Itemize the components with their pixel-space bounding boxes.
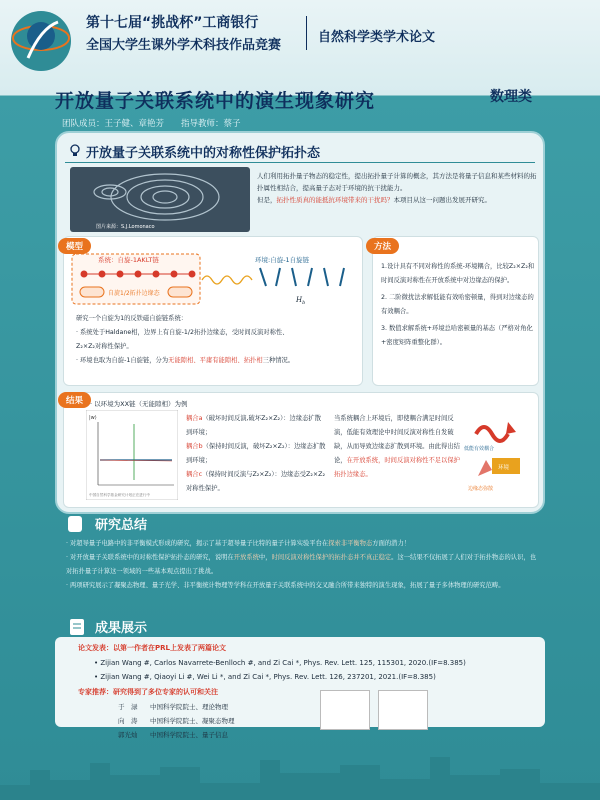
subject-label: 数理类 [490, 89, 532, 105]
intro-2a: 但是， [257, 196, 277, 204]
section1-title: 开放量子关联系统中的对称性保护拓扑态 [86, 146, 321, 161]
recommendation-letter-2 [378, 690, 428, 730]
expert-row-1: 于 渌 中国科学院院士、理论物理 [118, 703, 228, 711]
document-icon [68, 618, 86, 636]
model-diagram [70, 250, 360, 312]
experts-headline: 专家推荐：研究得到了多位专家的认可和关注 [78, 687, 218, 696]
results-tag: 结果 [58, 392, 91, 408]
method-item-1: 1.设计具有不同对称性的系统-环境耦合，比较Z₂×Z₂和时间反演对称性在开放系统中对边缘态的保护。 [381, 263, 535, 284]
papers-headline: 论文发表：以第一作者在PRL上发表了两篇论文 [78, 644, 226, 652]
results-conclusion: 当系统耦合上环境后，即使耦合满足时间反演，低能有效理论中时间反演对称性自发破缺，从而导致边缘态扩散到环境。由此得出结论，在开放系统，时间反演对称性不足以保护拓扑边缘态。 [334, 415, 460, 478]
skyline-decoration [0, 745, 600, 800]
fig-env: 环境 [498, 465, 510, 471]
hb-subscript: b [302, 300, 306, 306]
env-label: 环境:自旋-1自旋链 [255, 256, 310, 264]
lightbulb-icon [68, 143, 82, 157]
fig-edge-diffuse: 边缘态弥散 [468, 486, 494, 492]
paper-1: • Zijian Wang #, Carlos Navarrete-Benlloch #, and Zi Cai *, Phys. Rev. Lett. 125, 115301, 2020.(IF=8.385) [94, 658, 466, 667]
recommendation-letter-1 [320, 690, 370, 730]
intro-paragraph-1: 人们利用拓扑量子物态的稳定性，提出拓扑量子计算的概念，其方法是将量子信息和某些材料的拓扑属性相结合，提高量子态对于环境的抗干扰能力。 [257, 172, 537, 192]
chain-label: 系统：自旋-1AKLT链 [98, 256, 159, 264]
method-list [381, 260, 536, 350]
expert-row-3: 郭光灿 中国科学院院士、量子信息 [118, 731, 228, 739]
model-desc-0: 研究一个自旋为1的反铁磁自旋链系统： [76, 315, 188, 322]
team-info: 团队成员：王子健、章艳芳 指导教师：蔡子 [62, 119, 241, 129]
summary-point-3: · 两项研究展示了凝聚态物理、量子光学、非平衡统计物理等学科在开放量子关联系统中的交叉融合所带来独特的演生现象，拓展了量子多体物理的研究范畴。 [66, 582, 505, 589]
header [0, 0, 600, 96]
method-tag: 方法 [366, 238, 399, 254]
expert-row-2: 向 涛 中国科学院院士、凝聚态物理 [118, 717, 235, 725]
section1-rule [65, 162, 535, 163]
photo-caption: 图片来源：S.J.Lomonaco [96, 224, 155, 230]
svg-text:Hb [295, 296, 305, 306]
poster-title: 开放量子关联系统中的演生现象研究 [55, 90, 376, 112]
results-plot [86, 410, 178, 500]
competition-name-line1: 第十七届“挑战杯”工商银行 [86, 15, 259, 31]
model-desc-1: · 系统处于Haldane相，边界上有自旋-1/2拓扑边缘态，受时间反演对称性、 [76, 329, 289, 336]
competition-name-line2: 全国大学生课外学术科技作品竞赛 [86, 38, 282, 53]
plot-ylabel: |w⟩ [89, 415, 97, 421]
challenge-cup-logo [8, 8, 74, 74]
header-divider [306, 16, 307, 50]
summary-bar-icon [68, 516, 82, 532]
results-cases [186, 412, 326, 496]
plot-caption: 中国自然科学基金研究计划正在进行中 [89, 493, 151, 497]
paper-2: • Zijian Wang #, Qiaoyi Li #, Wei Li *, and Zi Cai *, Phys. Rev. Lett. 126, 237201, 2021.(IF=8.385) [94, 673, 436, 681]
paper-category: 自然科学类学术论文 [318, 30, 436, 45]
model-desc-3: · 环境也取为自旋-1自旋链，分为无能隙相、平庸有能隙相、拓扑相三种情况。 [76, 357, 295, 364]
achievements-title: 成果展示 [95, 621, 148, 636]
coupling-figure [462, 412, 532, 507]
method-item-3: 3. 数值求解系统+环境总哈密顿量的基态（严格对角化+密度矩阵重整化群）。 [381, 325, 533, 346]
hb-label: H [296, 296, 303, 304]
model-tag: 模型 [58, 238, 91, 254]
case-a: 耦合a（破坏时间反演,破坏Z₂×Z₂）：边缘态扩散到环境； [186, 415, 322, 436]
summary-point-2: · 对开放量子关联系统中的对称性保护拓扑态的研究，说明在开放系统中，时间反演对称性保护的拓扑态并不真正稳定。这一结果不仅拓展了人们对于拓扑物态的认识，也对拓扑量子计算这一领域的一些基本观点提出了挑战。 [66, 554, 536, 575]
summary-text [66, 537, 542, 593]
case-c: 耦合c（保持时间反演与Z₂×Z₂）：边缘态受Z₂×Z₂对称性保护。 [186, 471, 325, 492]
summary-title: 研究总结 [95, 518, 148, 533]
case-b: 耦合b（保持时间反演，破坏Z₂×Z₂）：边缘态扩散到环境； [186, 443, 326, 464]
edge-state-label: 自旋1/2拓扑边缘态 [108, 290, 160, 297]
fig-low-energy: 低能有效耦合 [464, 446, 495, 452]
intro-question: 拓扑性质真的能抵抗环境带来的干扰吗？ [276, 196, 394, 204]
model-description [76, 312, 361, 368]
section1-intro [257, 170, 537, 206]
results-subtitle: · 以环境为XX链（无能隙相）为例 [90, 400, 188, 408]
model-desc-2: Z₂×Z₂对称性保护。 [76, 343, 133, 350]
summary-point-1: · 对超导量子电路中的非平衡模式形成的研究，揭示了基于超导量子比特的量子计算实验平台在探索非平衡物态方面的潜力！ [66, 540, 411, 547]
intro-2c: 本项目从这一问题出发展开研究。 [393, 196, 491, 204]
method-item-2: 2. 二阶微扰法求解低能有效哈密顿量，得到对边缘态的有效耦合。 [381, 294, 534, 315]
